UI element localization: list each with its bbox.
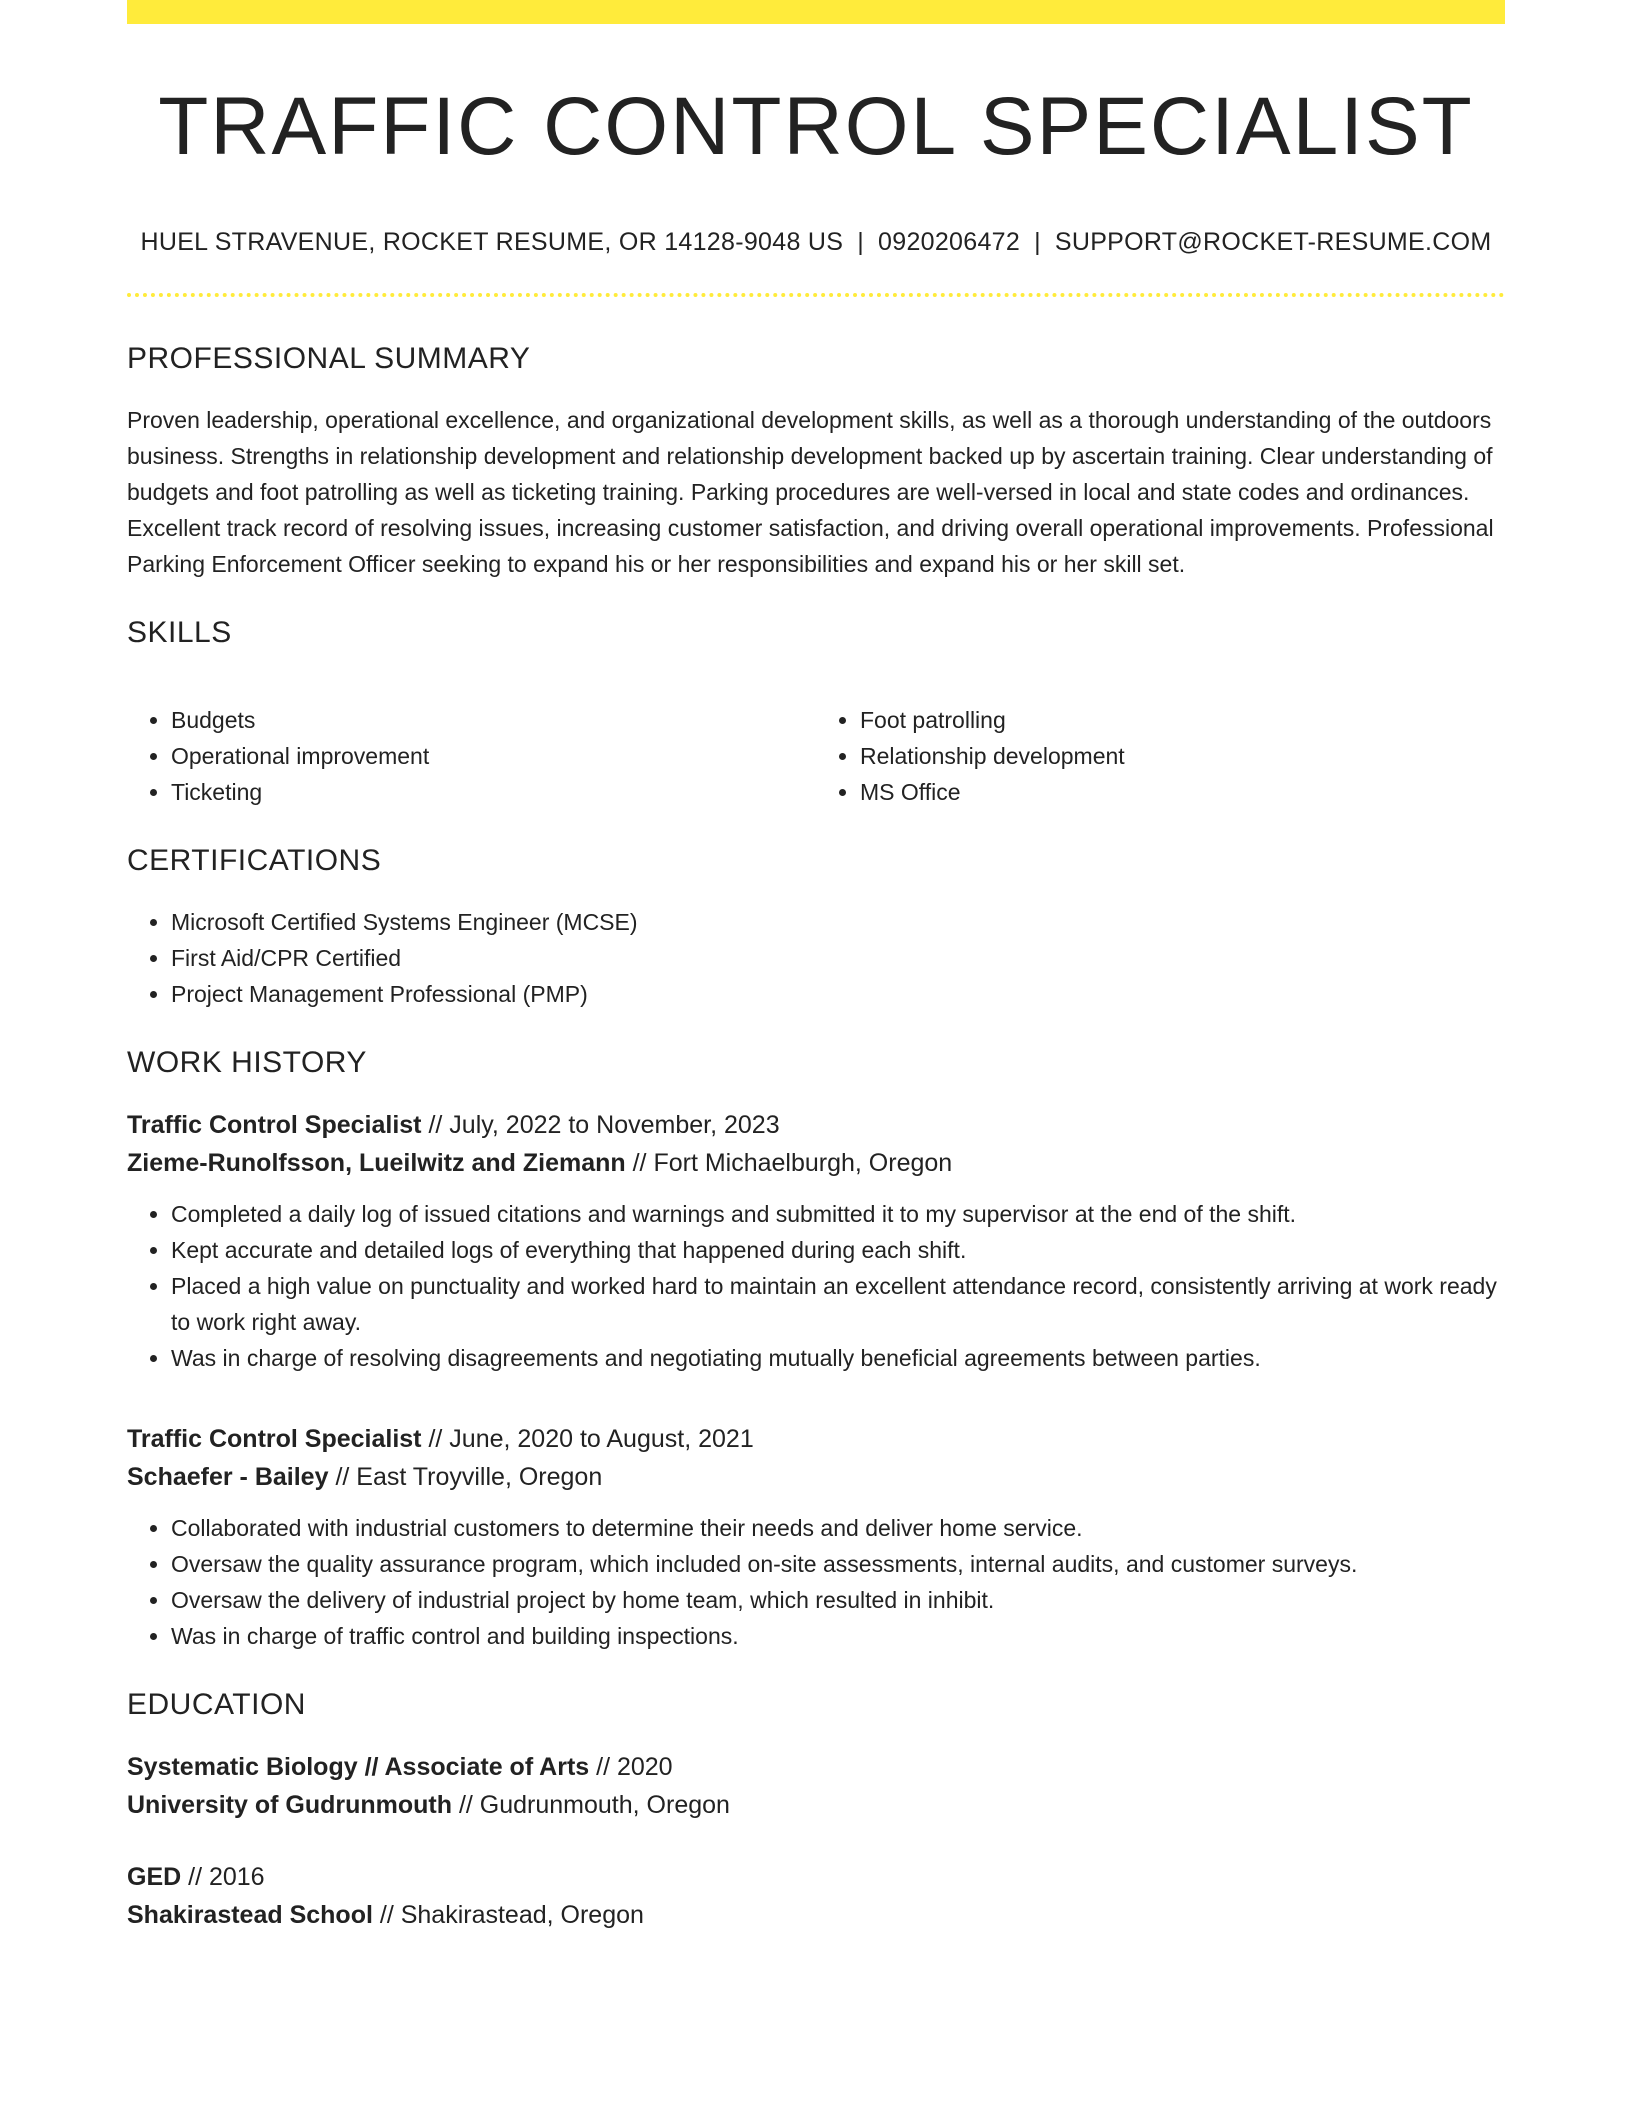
dotted-divider: [127, 293, 1505, 297]
certification-item: • First Aid/CPR Certified: [171, 940, 1505, 976]
skill-item: • Budgets: [171, 702, 816, 738]
job-entry: [127, 1106, 1505, 1376]
certifications-list: [127, 904, 1505, 1012]
education-heading: EDUCATION: [127, 1688, 306, 1722]
work-history-heading: WORK HISTORY: [127, 1046, 367, 1080]
summary-heading: PROFESSIONAL SUMMARY: [127, 342, 531, 376]
skills-heading: SKILLS: [127, 616, 232, 650]
job-duty-item: • Kept accurate and detailed logs of everything that happened during each shift.: [171, 1232, 1505, 1268]
job-company-line: [127, 1458, 1505, 1496]
resume-page: [127, 0, 1505, 1934]
job-dates: // June, 2020 to August, 2021: [421, 1425, 754, 1454]
job-duty-item: • Was in charge of resolving disagreements and negotiating mutually beneficial agreements between parties.: [171, 1340, 1505, 1376]
certifications-section: [127, 844, 1505, 1012]
job-duty-item: • Completed a daily log of issued citations and warnings and submitted it to my supervisor at the end of the shift.: [171, 1196, 1505, 1232]
education-year: // 2016: [181, 1863, 265, 1892]
accent-top-bar: [127, 0, 1505, 24]
education-entry: [127, 1858, 1505, 1934]
education-school: Shakirastead School: [127, 1901, 373, 1930]
education-degree-line: [127, 1748, 1505, 1786]
education-school-line: [127, 1896, 1505, 1934]
job-location: // East Troyville, Oregon: [328, 1463, 603, 1492]
education-section: [127, 1688, 1505, 1934]
education-degree: Systematic Biology // Associate of Arts: [127, 1753, 590, 1782]
job-company: Schaefer - Bailey: [127, 1463, 329, 1492]
certifications-heading: CERTIFICATIONS: [127, 844, 382, 878]
education-location: // Shakirastead, Oregon: [372, 1901, 644, 1930]
education-school-line: [127, 1786, 1505, 1824]
job-duties-list: [127, 1510, 1505, 1654]
contact-phone: 0920206472: [878, 228, 1021, 257]
job-company-line: [127, 1144, 1505, 1182]
job-duty-item: • Oversaw the delivery of industrial project by home team, which resulted in inhibit.: [171, 1582, 1505, 1618]
skill-item: • Ticketing: [171, 774, 816, 810]
job-location: // Fort Michaelburgh, Oregon: [625, 1149, 953, 1178]
education-entry: [127, 1748, 1505, 1824]
skill-item: • Foot patrolling: [860, 702, 1505, 738]
job-duties-list: [127, 1196, 1505, 1376]
contact-email: SUPPORT@ROCKET-RESUME.COM: [1054, 228, 1492, 257]
certification-item: • Microsoft Certified Systems Engineer (MCSE): [171, 904, 1505, 940]
job-title: Traffic Control Specialist: [127, 1111, 422, 1140]
skill-item: • Operational improvement: [171, 738, 816, 774]
job-duty-item: • Placed a high value on punctuality and worked hard to maintain an excellent attendance record, consistently arriving at work ready to work right away.: [171, 1268, 1505, 1340]
certification-item: • Project Management Professional (PMP): [171, 976, 1505, 1012]
contact-line: [127, 228, 1505, 257]
job-company: Zieme-Runolfsson, Lueilwitz and Ziemann: [127, 1149, 626, 1178]
resume-title: TRAFFIC CONTROL SPECIALIST: [158, 81, 1474, 172]
job-title: Traffic Control Specialist: [127, 1425, 422, 1454]
skills-list-right: [816, 702, 1505, 810]
skills-grid: [127, 676, 1505, 810]
contact-address: HUEL STRAVENUE, ROCKET RESUME, OR 14128-9048 US: [140, 228, 844, 257]
skills-section: [127, 616, 1505, 810]
education-school: University of Gudrunmouth: [127, 1791, 452, 1820]
skills-list-left: [127, 702, 816, 810]
job-duty-item: • Oversaw the quality assurance program, which included on-site assessments, internal audits, and customer surveys.: [171, 1546, 1505, 1582]
job-duty-item: • Was in charge of traffic control and building inspections.: [171, 1618, 1505, 1654]
skill-item: • Relationship development: [860, 738, 1505, 774]
job-title-line: [127, 1106, 1505, 1144]
contact-separator: |: [1034, 228, 1041, 257]
summary-text: Proven leadership, operational excellence, and organizational development skills, as well as a thorough understanding of the outdoors business. Strengths in relationship development and relationship development backed up by ascertain training. Clear understanding of budgets and foot patrolling as well as ticketing training. Parking procedures are well-versed in local and state codes and ordinances. Excellent track record of resolving issues, increasing customer satisfaction, and driving overall operational improvements. Professional Parking Enforcement Officer seeking to expand his or her responsibilities and expand his or her skill set.: [127, 407, 1494, 578]
education-degree-line: [127, 1858, 1505, 1896]
contact-separator: |: [857, 228, 865, 257]
job-dates: // July, 2022 to November, 2023: [421, 1111, 780, 1140]
education-year: // 2020: [589, 1753, 673, 1782]
job-duty-item: • Collaborated with industrial customers to determine their needs and deliver home service.: [171, 1510, 1505, 1546]
education-degree: GED: [127, 1863, 182, 1892]
education-location: // Gudrunmouth, Oregon: [452, 1791, 730, 1820]
job-entry: [127, 1420, 1505, 1654]
skill-item: • MS Office: [860, 774, 1505, 810]
job-title-line: [127, 1420, 1505, 1458]
work-history-section: [127, 1046, 1505, 1654]
